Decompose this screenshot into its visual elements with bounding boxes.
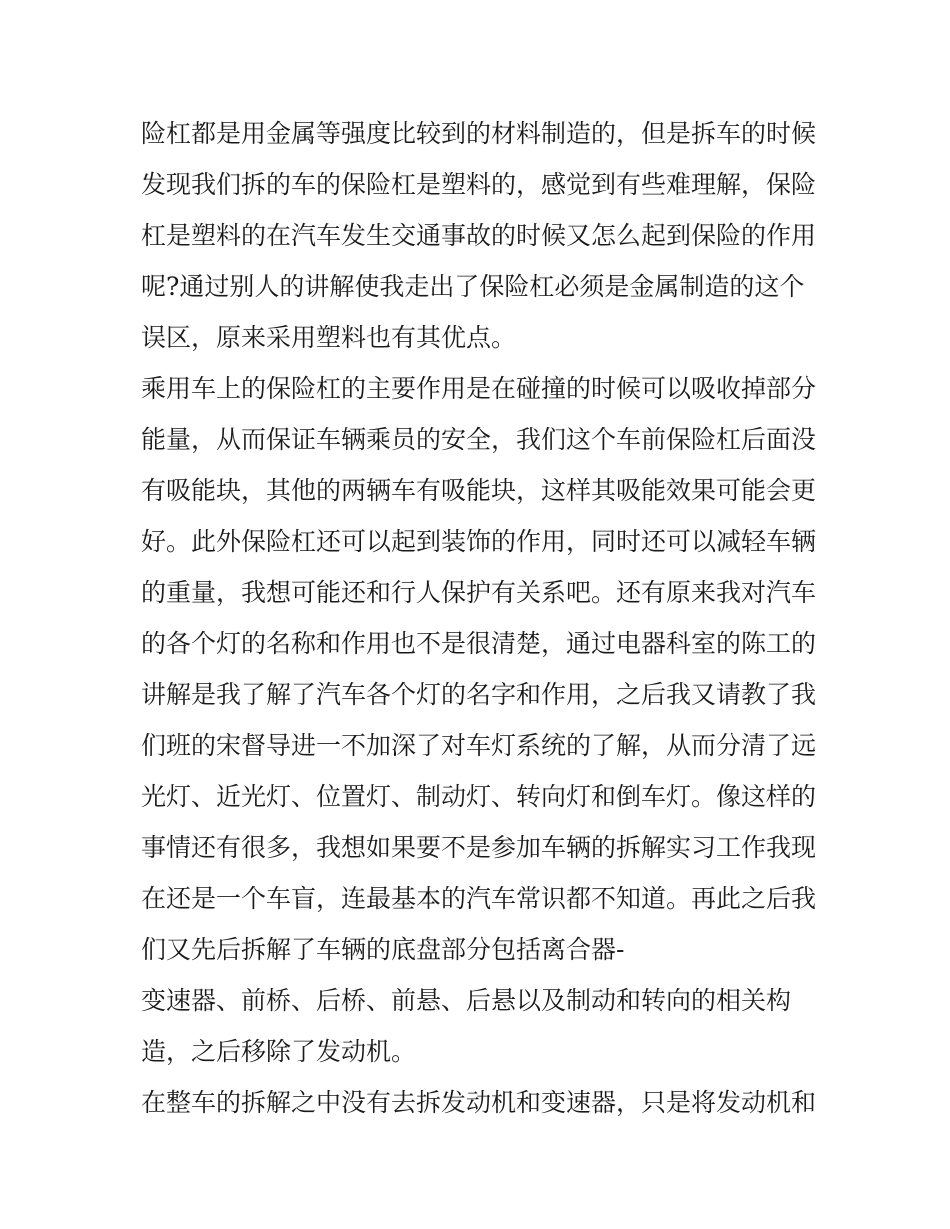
text-line: 变速器、前桥、后桥、前悬、后悬以及制动和转向的相关构 xyxy=(141,986,792,1015)
text-line: 乘用车上的保险杠的主要作用是在碰撞的时候可以吸收掉部分 xyxy=(141,374,817,403)
text-line: 呢?通过别人的讲解使我走出了保险杠必须是金属制造的这个 xyxy=(141,272,805,301)
text-line: 们班的宋督导进一不加深了对车灯系统的了解，从而分清了远 xyxy=(141,731,817,760)
text-line: 事情还有很多，我想如果要不是参加车辆的拆解实习工作我现 xyxy=(141,833,817,862)
text-line: 误区，原来采用塑料也有其优点。 xyxy=(141,323,517,352)
text-line: 光灯、近光灯、位置灯、制动灯、转向灯和倒车灯。像这样的 xyxy=(141,782,817,811)
text-line: 好。此外保险杠还可以起到装饰的作用，同时还可以减轻车辆 xyxy=(141,527,817,556)
text-line: 们又先后拆解了车辆的底盘部分包括离合器- xyxy=(141,935,625,964)
text-line: 造，之后移除了发动机。 xyxy=(141,1037,417,1066)
text-line: 的各个灯的名称和作用也不是很清楚，通过电器科室的陈工的 xyxy=(141,629,817,658)
text-line: 险杠都是用金属等强度比较到的材料制造的，但是拆车的时候 xyxy=(141,119,817,148)
text-line: 有吸能块，其他的两辆车有吸能块，这样其吸能效果可能会更 xyxy=(141,476,817,505)
text-line: 的重量，我想可能还和行人保护有关系吧。还有原来我对汽车 xyxy=(141,578,817,607)
text-line: 在还是一个车盲，连最基本的汽车常识都不知道。再此之后我 xyxy=(141,884,817,913)
text-line: 发现我们拆的车的保险杠是塑料的，感觉到有些难理解，保险 xyxy=(141,170,817,199)
text-line: 杠是塑料的在汽车发生交通事故的时候又怎么起到保险的作用 xyxy=(141,221,817,250)
text-line: 讲解是我了解了汽车各个灯的名字和作用，之后我又请教了我 xyxy=(141,680,817,709)
body-text xyxy=(141,108,821,1128)
text-line: 能量，从而保证车辆乘员的安全，我们这个车前保险杠后面没 xyxy=(141,425,817,454)
text-line: 在整车的拆解之中没有去拆发动机和变速器，只是将发动机和 xyxy=(141,1088,817,1117)
